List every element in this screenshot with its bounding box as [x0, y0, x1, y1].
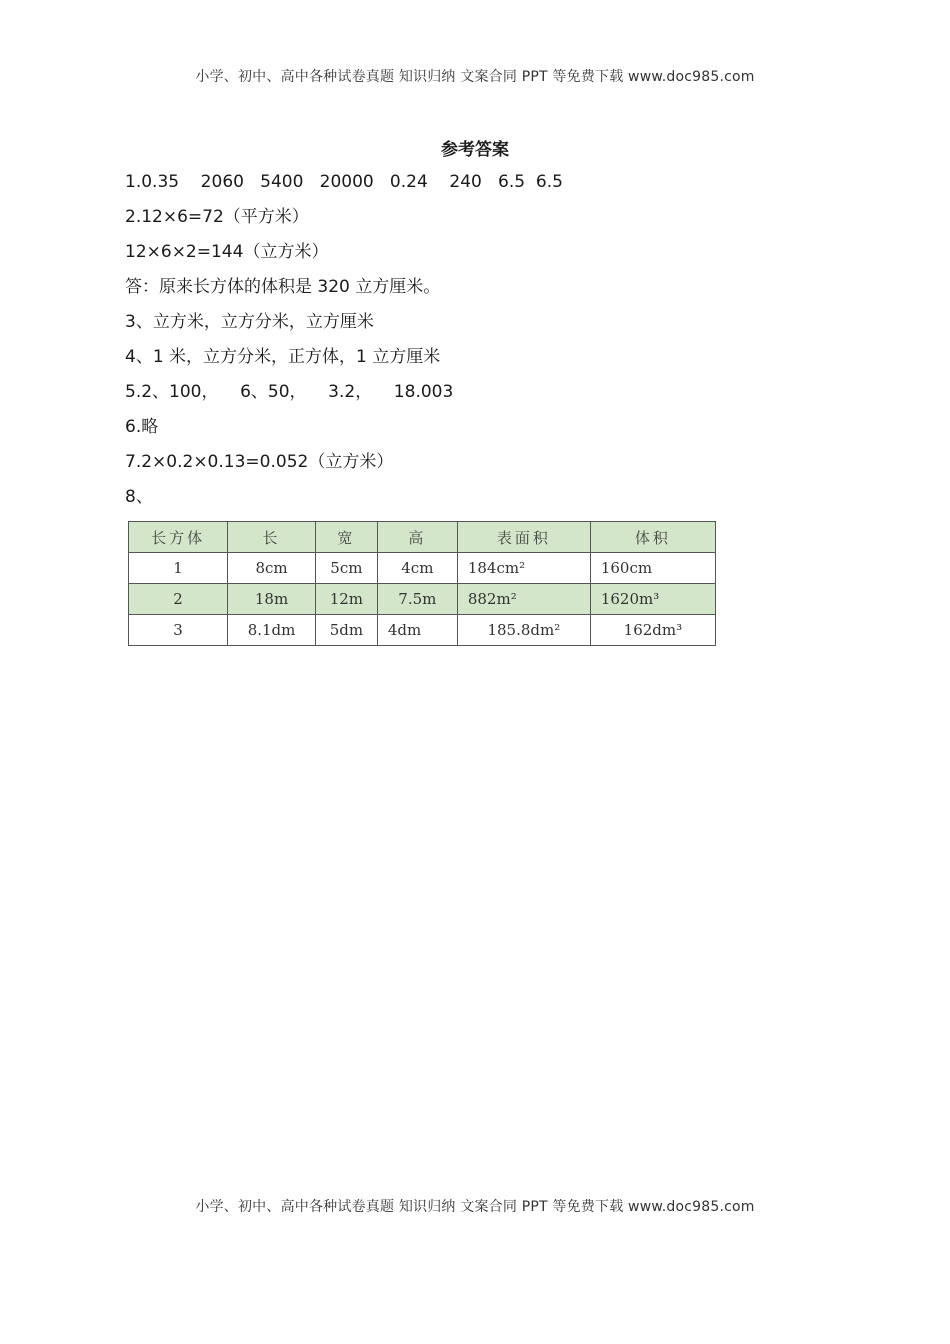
page-footer: 小学、初中、高中各种试卷真题 知识归纳 文案合同 PPT 等免费下载 www.doc985.com: [195, 1199, 755, 1215]
answer-list: [125, 170, 563, 520]
table-cell: 5dm: [315, 615, 377, 646]
header-height: 高: [377, 522, 457, 553]
table-cell: 7.5m: [377, 584, 457, 615]
table-row: [129, 615, 716, 646]
table-cell: 2: [129, 584, 228, 615]
table-cell: 8.1dm: [228, 615, 316, 646]
table-cell: 1: [129, 553, 228, 584]
header-volume: 体积: [590, 522, 715, 553]
page-title: 参考答案: [441, 140, 509, 160]
header-surface-area: 表面积: [457, 522, 590, 553]
table-cell: 5cm: [315, 553, 377, 584]
table-cell: 4dm: [377, 615, 457, 646]
answer-line-6: 4、1 米，立方分米，正方体，1 立方厘米: [125, 347, 441, 367]
table-cell: 882m²: [457, 584, 590, 615]
answer-line-5: 3、立方米，立方分米，立方厘米: [125, 312, 374, 332]
table-cell: 162dm³: [590, 615, 715, 646]
answer-line-4: 答：原来长方体的体积是 320 立方厘米。: [125, 277, 441, 297]
answer-line-10: 8、: [125, 487, 153, 507]
answer-line-3: 12×6×2=144（立方米）: [125, 242, 329, 262]
header-width: 宽: [315, 522, 377, 553]
table-cell: 3: [129, 615, 228, 646]
answer-line-2: 2.12×6=72（平方米）: [125, 207, 309, 227]
page-header: 小学、初中、高中各种试卷真题 知识归纳 文案合同 PPT 等免费下载 www.doc985.com: [195, 69, 755, 85]
table-cell: 12m: [315, 584, 377, 615]
answer-line-8: 6.略: [125, 417, 159, 437]
answer-line-7: 5.2、100， 6、50， 3.2， 18.003: [125, 382, 454, 402]
table-cell: 160cm: [590, 553, 715, 584]
answer-line-1: 1.0.35 2060 5400 20000 0.24 240 6.5 6.5: [125, 172, 563, 192]
table-cell: 185.8dm²: [457, 615, 590, 646]
table-cell: 18m: [228, 584, 316, 615]
header-cuboid: 长方体: [129, 522, 228, 553]
table-row: [129, 584, 716, 615]
table-header-row: [129, 522, 716, 553]
answer-line-9: 7.2×0.2×0.13=0.052（立方米）: [125, 452, 394, 472]
cuboid-table: [128, 521, 716, 646]
table-cell: 4cm: [377, 553, 457, 584]
header-length: 长: [228, 522, 316, 553]
table-cell: 184cm²: [457, 553, 590, 584]
table-cell: 1620m³: [590, 584, 715, 615]
table-cell: 8cm: [228, 553, 316, 584]
table-row: [129, 553, 716, 584]
